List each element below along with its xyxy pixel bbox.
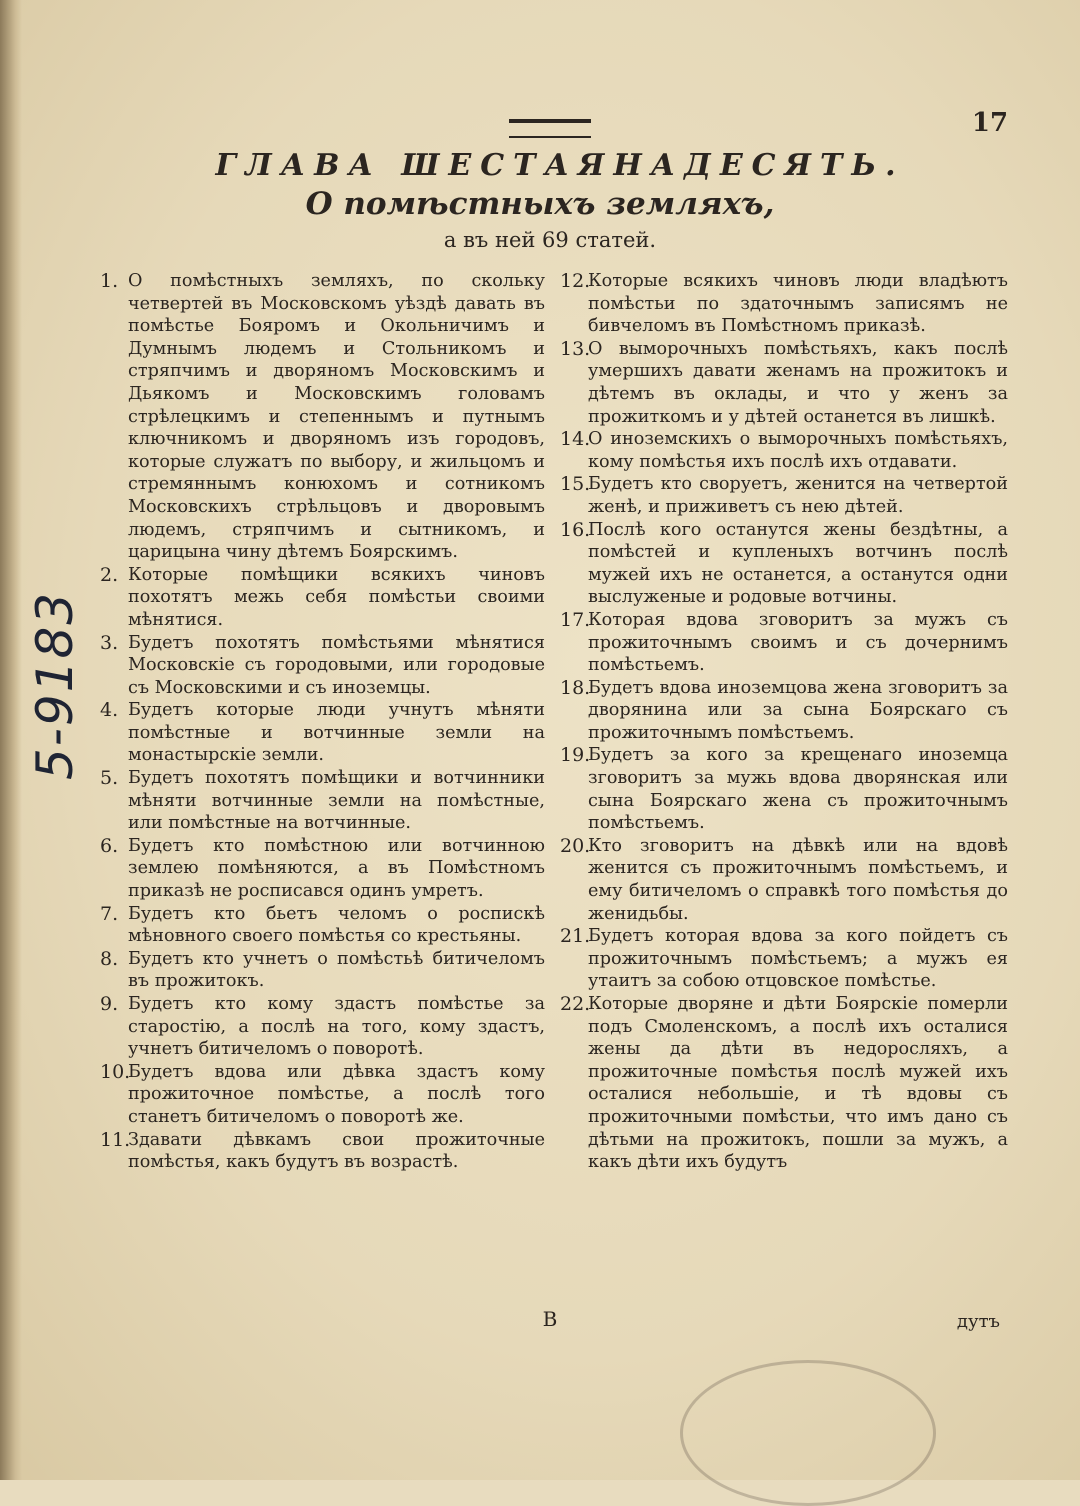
article-text: Будетъ кто своруетъ, женится на четвертой женѣ, и приживетъ съ нею дѣтей. [588,474,1008,517]
article-22 [560,993,1008,1174]
article-17 [560,609,1008,677]
article-10 [100,1061,545,1129]
header-rule [509,119,591,138]
article-19 [560,744,1008,834]
article-text: Будетъ кто учнетъ о помѣстьѣ битичеломъ въ прожитокъ. [128,948,545,992]
library-stamp [680,1360,936,1506]
article-text: Здавати дѣвкамъ свои прожиточные помѣстья, какъ будутъ въ возрастѣ. [128,1129,545,1173]
article-text: Будетъ которая вдова за кого пойдетъ съ прожиточнымъ помѣстьемъ; а мужъ ея утаитъ за собою отцовское помѣстье. [588,926,1008,992]
article-number: 22. [560,993,591,1015]
article-text: Которые всякихъ чиновъ люди владѣютъ помѣстьи по здаточнымъ записямъ не бивчеломъ въ Помѣстномъ приказѣ. [588,271,1008,337]
article-5 [100,767,545,835]
article-number: 3. [100,631,119,654]
article-text: Будетъ за кого за крещенаго иноземца зговоритъ за мужь вдова дворянская или сына Боярскаго жена съ прожиточнымъ помѣстьемъ. [588,745,1008,834]
article-number: 19. [560,744,591,767]
article-number: 7. [100,902,119,925]
article-text: Будетъ похотятъ помѣщики и вотчинники мѣняти вотчинные земли на помѣстные, или помѣстные на вотчинные. [128,768,545,834]
article-1 [100,270,545,564]
article-number: 11. [100,1128,131,1151]
article-text: Будетъ кто кому здастъ помѣстье за старостію, а послѣ на того, кому здастъ, учнетъ битичеломъ о поворотѣ. [128,994,545,1060]
article-18 [560,677,1008,745]
article-number: 14. [560,428,591,451]
left-column [100,270,545,1174]
article-number: 5. [100,767,119,790]
article-number: 15. [560,473,591,496]
article-number: 21. [560,925,591,948]
article-text: Послѣ кого останутся жены бездѣтны, а помѣстей и купленыхъ вотчинъ послѣ мужей ихъ не останется, а останутся одни выслуженые и родовые вотчины. [588,519,1008,608]
article-text: Будетъ похотятъ помѣстьями мѣнятися Московскіе съ городовыми, или городовые съ Московскими и съ иноземцы. [128,632,545,698]
right-column [560,270,1008,1174]
article-number: 6. [100,834,119,857]
article-16 [560,519,1008,609]
article-text: Будетъ вдова иноземцова жена зговоритъ за дворянина или за сына Боярскаго съ прожиточнымъ помѣстьемъ. [588,677,1008,743]
article-8 [100,948,545,993]
article-7 [100,903,545,948]
article-15 [560,473,1008,518]
article-number: 2. [100,563,119,586]
article-number: 16. [560,518,591,541]
chapter-subtitle: О помѣстныхъ земляхъ, [305,186,775,222]
article-number: 4. [100,699,119,722]
article-text: Которые дворяне и дѣти Боярскіе померли подъ Смоленскомъ, а послѣ ихъ осталися жены да дѣти въ недоросляхъ, а прожиточные помѣстья послѣ мужей ихъ осталися небольшіе, и тѣ вдовы съ прожиточными помѣстьи, что имъ дано съ дѣтьми на прожитокъ, пошли за мужъ, а какъ дѣти ихъ будутъ [588,994,1008,1173]
article-4 [100,699,545,767]
article-text: Будетъ вдова или дѣвка здастъ кому прожиточное помѣстье, а послѣ того станетъ битичеломъ о поворотѣ же. [128,1061,545,1127]
article-text: Будетъ кто помѣстною или вотчинною землею помѣняются, а въ Помѣстномъ приказѣ не росписався одинъ умретъ. [128,835,545,902]
article-number: 12. [560,270,591,292]
article-13 [560,338,1008,428]
article-6 [100,835,545,903]
chapter-title: ГЛАВА ШЕСТАЯНАДЕСЯТЬ. [215,148,905,183]
article-3 [100,632,545,700]
page-gutter [0,0,22,1480]
article-21 [560,925,1008,993]
article-text: Будетъ которые люди учнутъ мѣняти помѣстные и вотчинные земли на монастырскіе земли. [128,700,545,766]
catchword: дутъ [956,1311,1000,1332]
article-20 [560,835,1008,925]
article-text: О иноземскихъ о выморочныхъ помѣстьяхъ, кому помѣстья ихъ послѣ ихъ отдавати. [588,429,1008,472]
article-text: Которая вдова зговоритъ за мужъ съ прожиточнымъ своимъ и съ дочернимъ помѣстьемъ. [588,609,1008,676]
article-number: 10. [100,1060,131,1083]
article-text: Которые помѣщики всякихъ чиновъ похотятъ межь себя помѣстьи своими мѣнятися. [128,564,545,630]
article-number: 13. [560,337,591,360]
article-text: О выморочныхъ помѣстьяхъ, какъ послѣ умершихъ давати женамъ на прожитокъ и дѣтемъ въ оклады, и что у женъ за прожиткомъ и у дѣтей останется въ лишкѣ. [588,338,1008,427]
article-number: 17. [560,608,591,631]
article-text: О помѣстныхъ земляхъ, по скольку четвертей въ Московскомъ уѣздѣ давать въ помѣстье Бояромъ и Окольничимъ и Думнымъ людемъ и Стольникомъ и стряпчимъ и дворяномъ Московскимъ и Дьякомъ и Московскимъ головамъ стрѣлецкимъ и степеннымъ и путнымъ ключникомъ и дворяномъ изъ городовъ, которые служатъ по выбору, и жильцомъ и стремяннымъ конюхомъ и сотникомъ Московскихъ стрѣльцовъ и дворовымъ людемъ, стряпчимъ и сытникомъ, и царицына чину дѣтемъ Боярскимъ. [128,271,545,563]
article-text: Будетъ кто бьетъ челомъ о роспискѣ мѣновного своего помѣстья со крестьяны. [128,903,545,947]
article-14 [560,428,1008,473]
handwritten-inventory-number: 5-9183 [26,590,84,780]
page-number: 17 [971,108,1009,138]
article-2 [100,564,545,632]
article-12 [560,270,1008,338]
signature-mark: В [542,1307,558,1331]
article-number: 9. [100,993,119,1015]
article-11 [100,1129,545,1174]
article-number: 18. [560,676,591,699]
articles-count-note: а въ ней 69 статей. [443,228,657,252]
article-number: 8. [100,947,119,970]
article-number: 1. [100,270,119,292]
article-9 [100,993,545,1061]
article-number: 20. [560,834,591,857]
article-text: Кто зговоритъ на дѣвкѣ или на вдовѣ женится съ прожиточнымъ помѣстьемъ, и ему битичеломъ о справкѣ того помѣстья до женидьбы. [588,835,1008,924]
